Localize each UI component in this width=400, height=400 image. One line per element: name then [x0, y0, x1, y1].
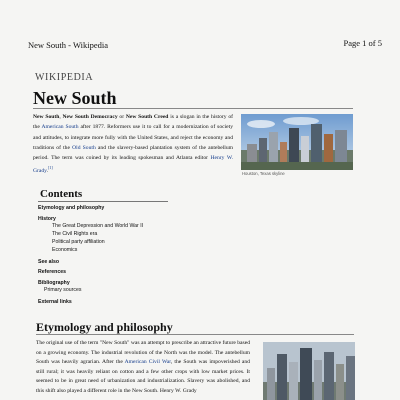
toc-item-great-depression[interactable]: The Great Depression and World War II — [52, 223, 144, 229]
toc-item-see-also[interactable]: See also — [38, 259, 60, 265]
lead-text: or — [117, 114, 126, 120]
skyline-photo-2 — [263, 342, 355, 400]
article-title: New South — [33, 88, 117, 108]
toc-item-primary-sources[interactable]: Primary sources — [44, 287, 82, 293]
term-new-south-democracy: New South Democracy — [62, 114, 118, 120]
lead-text: is a slogan in the history of the — [33, 114, 234, 131]
toc-item-external-links[interactable]: External links — [38, 299, 72, 305]
body-text: this shift also played a different role in the New South. Henry W. Grady — [36, 387, 197, 394]
section-divider — [36, 334, 354, 335]
body-text: The original use of the term "New South" was an attempt to prescribe an attractive future based on a growing economy. The industrial revolution of the North was the model. The antebellum South was heavily agrarian. After the — [36, 340, 250, 366]
wikipedia-logo[interactable]: WIKIPEDIA — [35, 72, 94, 83]
section-paragraph — [36, 339, 250, 397]
lead-text: . — [46, 168, 49, 175]
toc-item-etymology[interactable]: Etymology and philosophy — [38, 205, 105, 211]
toc-item-references[interactable]: References — [38, 269, 66, 275]
page-number: Page 1 of 5 — [343, 38, 382, 48]
toc-item-history[interactable]: History — [38, 216, 56, 222]
section-heading: Etymology and philosophy — [36, 320, 173, 334]
skyline-photo-1 — [241, 114, 353, 170]
term-new-south: New South — [33, 114, 60, 120]
link-american-south[interactable]: American South — [41, 124, 79, 131]
link-old-south[interactable]: Old South — [72, 144, 96, 151]
link-henry-grady[interactable]: Henry W. Grady — [33, 155, 233, 175]
image-caption: Houston, Texas skyline — [242, 171, 285, 176]
lead-paragraph — [33, 112, 233, 177]
city-skyline-image[interactable] — [263, 342, 355, 400]
term-new-south-creed: New South Creed — [125, 114, 169, 120]
title-divider — [33, 108, 353, 109]
toc-item-economics[interactable]: Economics — [52, 247, 78, 253]
citation-1[interactable]: [1] — [48, 165, 53, 171]
lead-text: after 1877. Reformers use it to call for a modernization of society and attitudes, to integrate more fully with the United States, and reject the economy and traditions of the — [33, 124, 233, 151]
body-text: , the South was impoverished and still rural; it was heavily reliant on cotton and a few other crops with low market prices. It seemed to be in great need of urbanization and industrialization. Slavery was abolished, and — [36, 359, 250, 385]
toc-divider — [38, 201, 168, 202]
toc-item-civil-rights[interactable]: The Civil Rights era — [52, 231, 98, 237]
lead-text: and the slavery-based plantation system of the antebellum period. The term was coined by its leading spokesman and Atlanta editor — [33, 144, 233, 162]
houston-skyline-image[interactable] — [241, 114, 353, 170]
toc-title: Contents — [40, 188, 83, 200]
toc-item-bibliography[interactable]: Bibliography — [38, 280, 70, 286]
print-header-title: New South - Wikipedia — [28, 40, 109, 50]
link-american-civil-war[interactable]: American Civil War — [124, 359, 171, 366]
lead-text: , — [59, 114, 63, 120]
toc-item-political-party[interactable]: Political party affiliation — [52, 239, 105, 245]
